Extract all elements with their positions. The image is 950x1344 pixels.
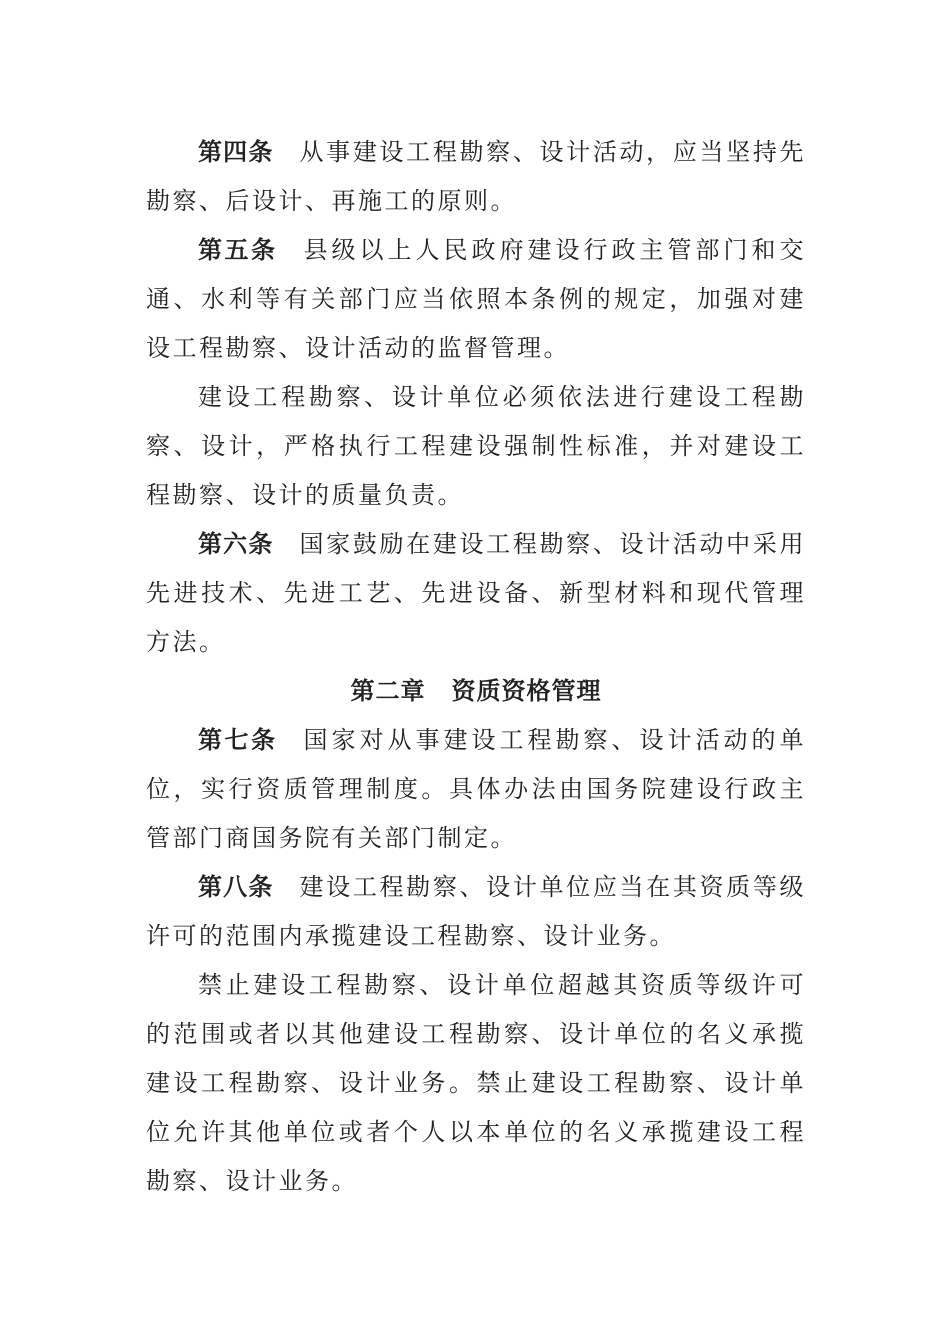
article-6 [146,520,806,667]
article-8 [146,863,806,961]
article-7 [146,716,806,863]
article-5-number: 第五条 [198,236,278,264]
article-7-number: 第七条 [198,726,278,754]
article-5-paragraph-2: 建设工程勘察、设计单位必须依法进行建设工程勘察、设计，严格执行工程建设强制性标准，并对建设工程勘察、设计的质量负责。 [146,383,806,509]
article-4-number: 第四条 [198,138,274,166]
chapter-title: 资质资格管理 [451,677,602,705]
chapter-number: 第二章 [350,677,426,705]
document-page [146,128,806,1206]
article-6-number: 第六条 [198,530,274,558]
article-4 [146,128,806,226]
article-4-text: 从事建设工程勘察、设计活动，应当坚持先勘察、后设计、再施工的原则。 [146,138,806,215]
article-8-number: 第八条 [198,873,274,901]
chapter-heading [146,667,806,716]
article-8-paragraph-2: 禁止建设工程勘察、设计单位超越其资质等级许可的范围或者以其他建设工程勘察、设计单位的名义承揽建设工程勘察、设计业务。禁止建设工程勘察、设计单位允许其他单位或者个人以本单位的名义承揽建设工程勘察、设计业务。 [146,971,806,1195]
article-6-text: 国家鼓励在建设工程勘察、设计活动中采用先进技术、先进工艺、先进设备、新型材料和现代管理方法。 [146,530,806,656]
article-5 [146,226,806,373]
article-5-text: 县级以上人民政府建设行政主管部门和交通、水利等有关部门应当依照本条例的规定，加强对建设工程勘察、设计活动的监督管理。 [146,236,806,362]
article-7-text: 国家对从事建设工程勘察、设计活动的单位，实行资质管理制度。具体办法由国务院建设行政主管部门商国务院有关部门制定。 [146,726,806,852]
article-8-text: 建设工程勘察、设计单位应当在其资质等级许可的范围内承揽建设工程勘察、设计业务。 [146,873,806,950]
